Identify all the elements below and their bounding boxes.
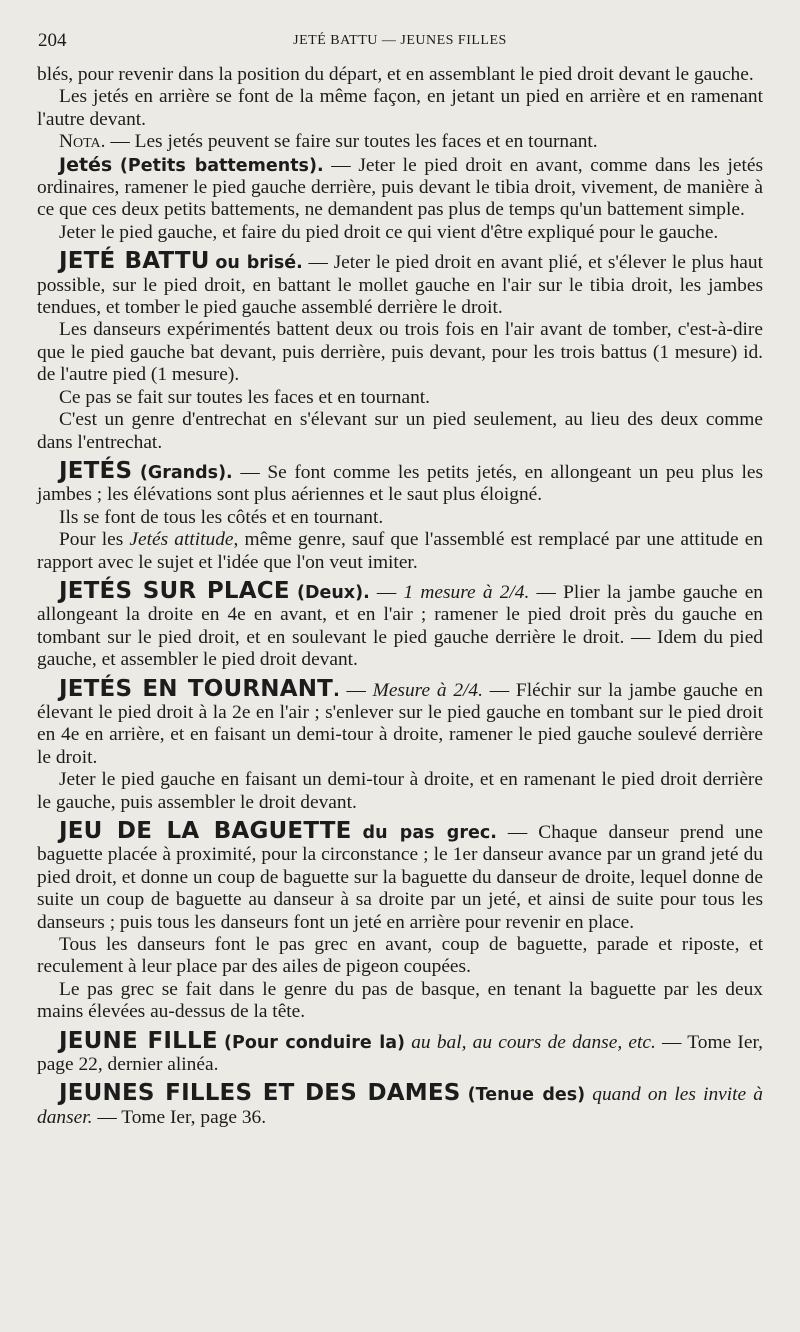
entry-jetes-grands: JETÉS (Grands). — Se font comme les petits jetés, en allongeant un peu plus les jambes ; les élévations sont plus aériennes et le saut plus éloigné. (37, 457, 763, 506)
entry-headword: JETÉS SUR PLACE (59, 577, 290, 604)
entry-subtitle: (Deux). (296, 582, 370, 603)
entry-jetes-sur-place: JETÉS SUR PLACE (Deux). — 1 mesure à 2/4. — Plier la jambe gauche en allongeant la droite en 4e en avant, et en l'air ; ramener le pied droit près du gauche en tombant sur le pied droit, et en soulevant le pied gauche derrière le droit. — Idem du pied gauche, et assembler le pied droit devant. (37, 577, 763, 671)
entry-jeu-de-la-baguette: JEU DE LA BAGUETTE du pas grec. — Chaque danseur prend une baguette placée à proximité, pour la circonstance ; le 1er danseur avance par un grand jeté du pied droit, et donne un coup de baguette sur la baguette du danseur de droite, lequel donne de suite un coup de baguette au danseur à sa droite par un jeté, et ainsi de suite pour tous les danseurs ; puis tous les danseurs font un jeté en arrière pour revenir en place. (37, 818, 763, 933)
entry-jete-battu: JETÉ BATTU ou brisé. — Jeter le pied droit en avant plié, et s'élever le plus haut possible, sur le pied droit, en battant le mollet gauche en l'air sur le tibia droit, les jambes tendues, et tomber le pied gauche assemblé derrière le droit. (37, 248, 763, 319)
entry-jeunes-filles-dames: JEUNES FILLES ET DES DAMES (Tenue des) quand on les invite à danser. — Tome Ier, page 36. (37, 1080, 763, 1128)
paragraph: Jeter le pied gauche, et faire du pied droit ce qui vient d'être expliqué pour le gauche. (59, 221, 719, 243)
entry-headword: JETÉS (59, 457, 133, 484)
paragraph: Ce pas se fait sur toutes les faces et en tournant. (59, 386, 430, 408)
entry-subtitle: (Tenue des) (467, 1085, 586, 1106)
paragraph: Pour les Jetés attitude, même genre, sauf que l'assemblé est remplacé par une attitude en rapport avec le sujet et l'idée que l'on veut imiter. (37, 529, 763, 573)
entry-headword: JEUNES FILLES ET DES DAMES (59, 1080, 461, 1107)
entry-jetes-en-tournant: JETÉS EN TOURNANT. — Mesure à 2/4. — Fléchir sur la jambe gauche en élevant le pied droit à la 2e en l'air ; s'enlever sur le pied gauche en tombant sur le pied droit en 4e en arrière, et en faisant un demi-tour à droite, ramener le pied gauche soulevé derrière le droit. (37, 675, 763, 768)
paragraph: Le pas grec se fait dans le genre du pas de basque, en tenant la baguette par les deux mains élevées au-dessus de la tête. (37, 978, 763, 1023)
entry-subtitle: (Petits battements). (119, 155, 324, 176)
entry-headword: JETÉ BATTU (59, 248, 210, 275)
running-head: JETÉ BATTU — JEUNES FILLES (293, 33, 507, 48)
paragraph: blés, pour revenir dans la position du départ, et en assemblant le pied droit devant le gauche. (37, 64, 754, 85)
entry-subtitle: ou brisé. (215, 253, 303, 274)
entry-headword: JEUNE FILLE (59, 1027, 218, 1054)
entry-subtitle: (Pour conduire la) (224, 1032, 405, 1053)
paragraph: Jeter le pied gauche en faisant un demi-tour à droite, et en ramenant le pied droit derrière le gauche, puis assembler le droit devant. (37, 769, 763, 813)
entry-subtitle: du pas grec. (362, 823, 497, 843)
page-header (38, 30, 762, 56)
entry-subtitle: . (333, 680, 340, 701)
entry-jeune-fille: JEUNE FILLE (Pour conduire la) au bal, au cours de danse, etc. — Tome Ier, page 22, dernier alinéa. (37, 1027, 763, 1076)
body-text (37, 64, 763, 1129)
paragraph: C'est un genre d'entrechat en s'élevant sur un pied seulement, au lieu des deux comme dans l'entrechat. (37, 409, 763, 453)
nota-paragraph: Nota. — Les jetés peuvent se faire sur toutes les faces et en tournant. (59, 131, 598, 153)
nota-label: Nota. (59, 131, 106, 153)
page-number: 204 (38, 30, 67, 51)
paragraph: Ils se font de tous les côtés et en tournant. (59, 506, 384, 528)
entry-headword: JETÉS EN TOURNANT (59, 675, 334, 702)
entry-subtitle: (Grands). (139, 462, 233, 483)
paragraph: Tous les danseurs font le pas grec en avant, coup de baguette, parade et riposte, et reculement à leur place par des ailes de pigeon coupées. (37, 934, 763, 978)
paragraph: Les jetés en arrière se font de la même façon, en jetant un pied en arrière et en ramenant l'autre devant. (37, 86, 763, 130)
paragraph: Les danseurs expérimentés battent deux ou trois fois en l'air avant de tomber, c'est-à-dire que le pied gauche bat devant, puis derrière, puis devant, pour les trois battus (1 mesure) id. de l'autre pied (1 mesure). (37, 319, 763, 386)
entry-petits-battements: Jetés (Petits battements). — Jeter le pied droit en avant, comme dans les jetés ordinaires, ramener le pied gauche derrière, puis devant le tibia droit, vivement, de manière à ce que ces deux petits battements, ne demandent pas plus de temps qu'un battement simple. (37, 153, 763, 221)
entry-headword: Jetés (59, 153, 113, 176)
entry-headword: JEU DE LA BAGUETTE (59, 818, 352, 844)
